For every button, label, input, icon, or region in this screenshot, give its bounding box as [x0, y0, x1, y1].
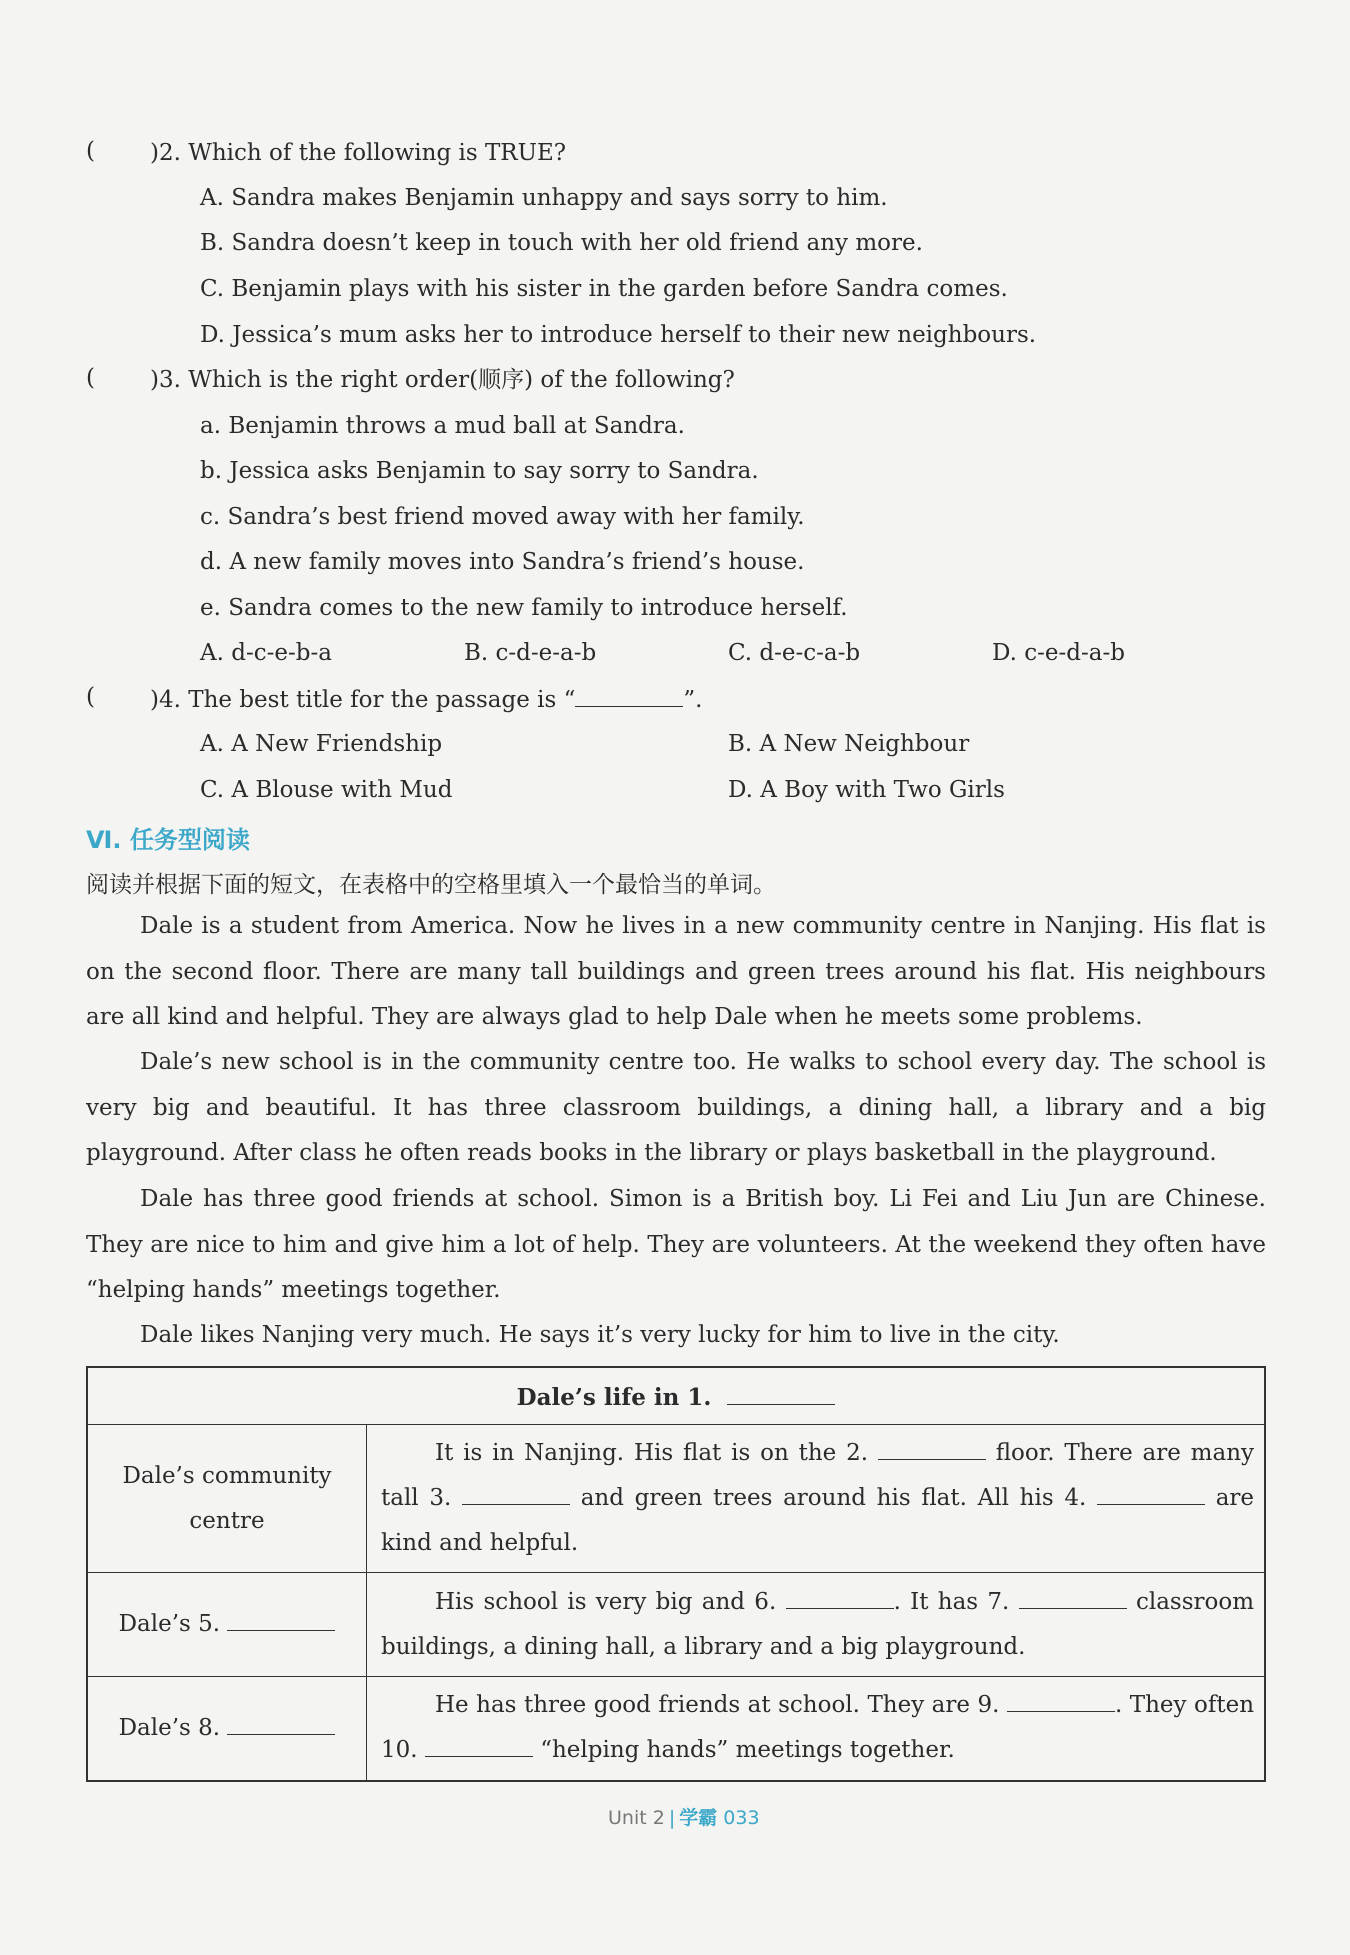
blank-4[interactable]: [1097, 1482, 1205, 1505]
blank-6[interactable]: [786, 1586, 894, 1609]
q4-option-a: A. A New Friendship: [200, 731, 443, 757]
blank-9[interactable]: [1007, 1689, 1115, 1712]
q3-option-c: C. d-e-c-a-b: [728, 640, 861, 666]
section-instruction: 阅读并根据下面的短文，在表格中的空格里填入一个最恰当的单词。: [86, 872, 776, 898]
answer-bracket-q3: (: [86, 365, 95, 391]
page-number: 033: [723, 1807, 760, 1829]
q2-option-a: A. Sandra makes Benjamin unhappy and says sorry to him.: [200, 185, 888, 211]
q3-item-b: b. Jessica asks Benjamin to say sorry to Sandra.: [200, 458, 759, 484]
answer-bracket-q2: (: [86, 138, 95, 164]
q3-item-e: e. Sandra comes to the new family to introduce herself.: [200, 595, 848, 621]
q2-option-b: B. Sandra doesn’t keep in touch with her old friend any more.: [200, 230, 923, 256]
q3-item-d: d. A new family moves into Sandra’s friend’s house.: [200, 549, 805, 575]
passage-paragraph-3: Dale has three good friends at school. Simon is a British boy. Li Fei and Liu Jun are Chinese. They are nice to him and give him a lot of help. They are volunteers. At the weekend they often have “helping hands” meetings together.: [86, 1186, 1266, 1303]
blank-8[interactable]: [227, 1712, 335, 1735]
q4-option-b: B. A New Neighbour: [728, 731, 970, 757]
row-community-content: It is in Nanjing. His flat is on the 2. floor. There are many tall 3. and green trees around his flat. All his 4. are kind and helpful.: [367, 1425, 1266, 1573]
q2-option-d: D. Jessica’s mum asks her to introduce herself to their new neighbours.: [200, 322, 1037, 348]
section-title: Ⅵ. 任务型阅读: [86, 826, 250, 854]
blank-7[interactable]: [1019, 1586, 1127, 1609]
blank-1[interactable]: [727, 1382, 835, 1405]
q4-stem-after: ”.: [683, 687, 703, 713]
table-header-text: Dale’s life in 1.: [516, 1383, 712, 1411]
q3-option-b: B. c-d-e-a-b: [464, 640, 597, 666]
q4-option-c: C. A Blouse with Mud: [200, 777, 453, 803]
question-4-stem: [150, 684, 702, 715]
row-friends-content: He has three good friends at school. They are 9. . They often 10. “helping hands” meetings together.: [367, 1677, 1266, 1781]
blank-10[interactable]: [425, 1734, 533, 1757]
q4-stem-before: )4. The best title for the passage is “: [150, 687, 576, 713]
question-3-stem: )3. Which is the right order(顺序) of the following?: [150, 367, 735, 393]
passage-paragraph-4: Dale likes Nanjing very much. He says it’s very lucky for him to live in the city.: [140, 1322, 1060, 1348]
answer-bracket-q4: (: [86, 684, 95, 710]
dales-life-table: [86, 1366, 1266, 1782]
q3-item-a: a. Benjamin throws a mud ball at Sandra.: [200, 413, 685, 439]
q3-item-c: c. Sandra’s best friend moved away with her family.: [200, 504, 805, 530]
blank-3[interactable]: [462, 1482, 570, 1505]
passage-paragraph-1: Dale is a student from America. Now he lives in a new community centre in Nanjing. His flat is on the second floor. There are many tall buildings and green trees around his flat. His neighbours are all kind and helpful. They are always glad to help Dale when he meets some problems.: [86, 913, 1266, 1030]
passage-paragraph-2: Dale’s new school is in the community centre too. He walks to school every day. The school is very big and beautiful. It has three classroom buildings, a dining hall, a library and a big playground. After class he often reads books in the library or plays basketball in the playground.: [86, 1049, 1266, 1166]
row-school-label: Dale’s 5.: [87, 1573, 367, 1677]
table-header: [87, 1367, 1265, 1425]
question-2-stem: )2. Which of the following is TRUE?: [150, 140, 567, 166]
row-friends-label: Dale’s 8.: [87, 1677, 367, 1781]
q3-option-d: D. c-e-d-a-b: [992, 640, 1125, 666]
footer-unit: Unit 2: [608, 1807, 665, 1829]
row-community-label: Dale’s community centre: [87, 1425, 367, 1573]
page-footer: [608, 1803, 760, 1830]
footer-divider: |: [668, 1807, 676, 1829]
q4-blank[interactable]: [575, 684, 683, 707]
q3-option-a: A. d-c-e-b-a: [200, 640, 332, 666]
q2-option-c: C. Benjamin plays with his sister in the garden before Sandra comes.: [200, 276, 1008, 302]
blank-2[interactable]: [878, 1437, 986, 1460]
footer-brand: 学霸: [679, 1807, 718, 1829]
blank-5[interactable]: [227, 1608, 335, 1631]
q4-option-d: D. A Boy with Two Girls: [728, 777, 1005, 803]
row-school-content: His school is very big and 6. . It has 7. classroom buildings, a dining hall, a library and a big playground.: [367, 1573, 1266, 1677]
